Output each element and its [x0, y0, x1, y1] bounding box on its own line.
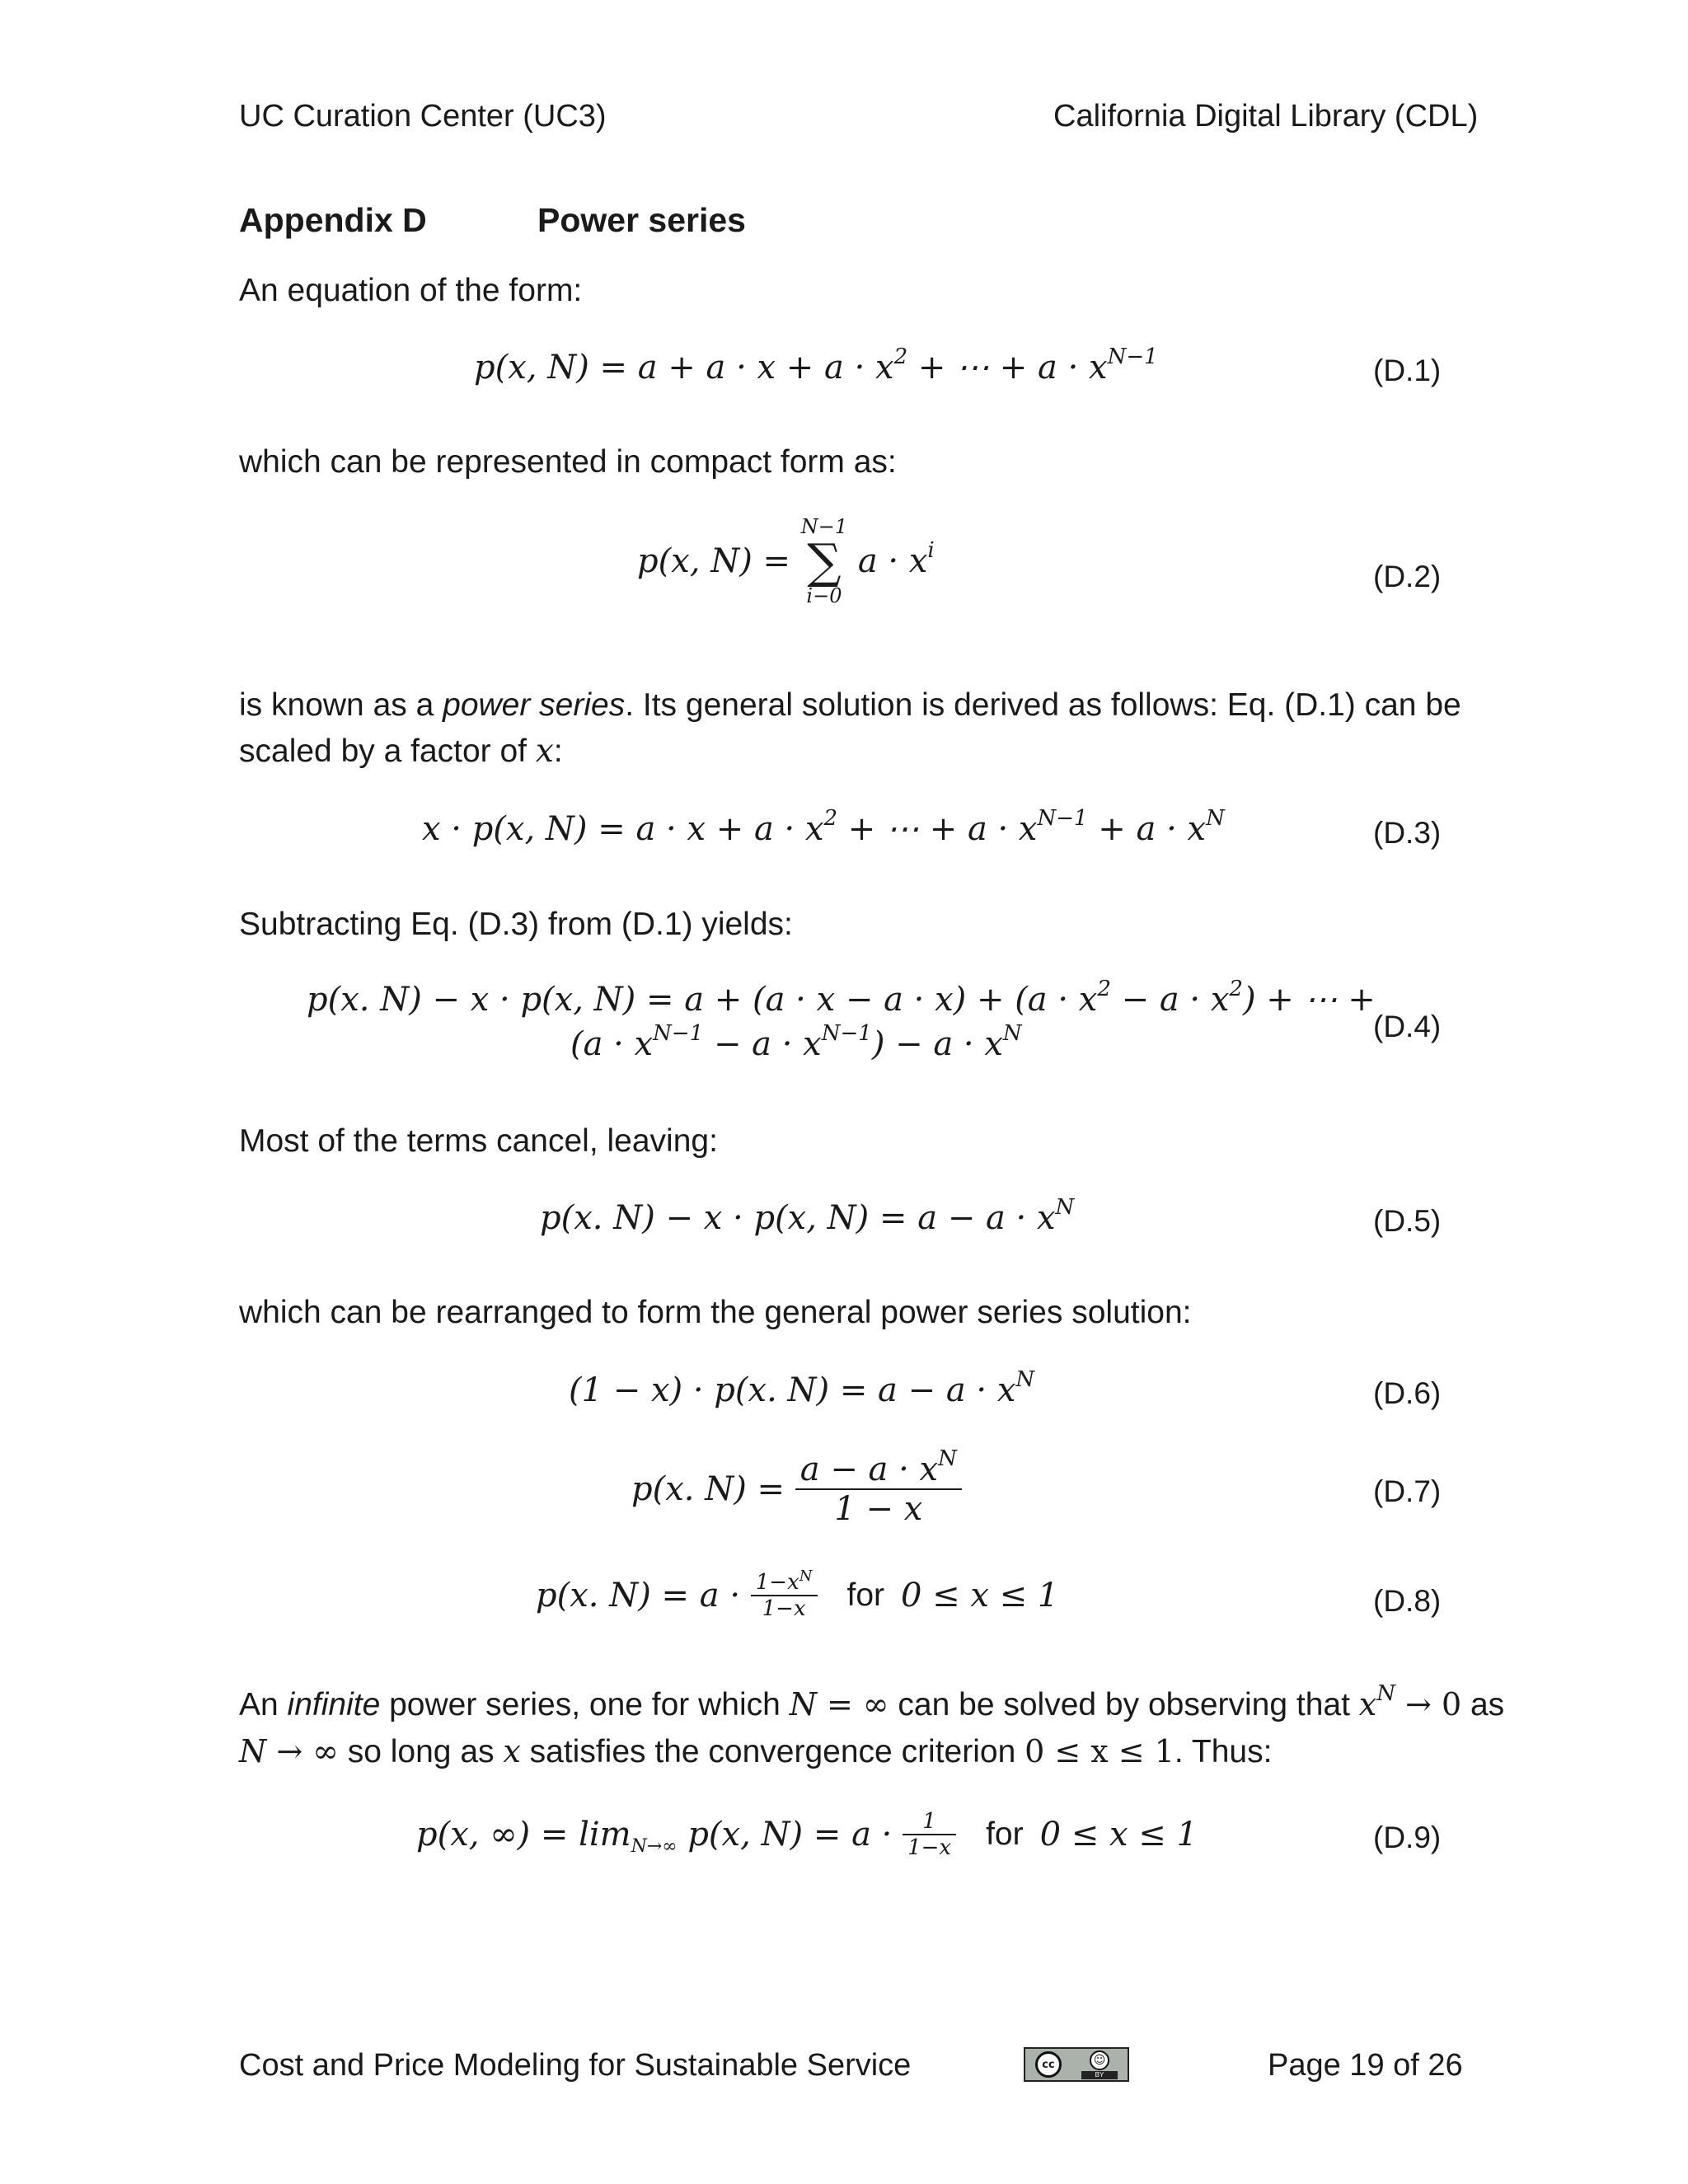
equation-d4-line2: $(a \cdot x^{N-1} - a \cdot x^{N-1}) - a \cdot x^N$: [570, 1021, 1022, 1063]
equation-number-d9: (D.9): [1373, 1821, 1442, 1854]
page-number: Page 19 of 26: [1268, 2048, 1463, 2083]
equation-number-d3: (D.3): [1373, 816, 1442, 850]
equation-number-d4: (D.4): [1373, 1010, 1442, 1043]
person-icon: ☺: [1090, 2050, 1109, 2070]
equation-d5: p(x. N) − x · p(x, $N) = a - a \cdot x^N$: [540, 1195, 1075, 1237]
fraction-d8: $\frac{1-x^N}{1-x}$: [751, 1570, 818, 1621]
cc-license-badge[interactable]: [1024, 2047, 1129, 2082]
appendix-title: Power series: [537, 201, 746, 239]
paragraph-cancel: Most of the terms cancel, leaving:: [239, 1123, 718, 1159]
equation-d2: p(x, N) = N−1 ∑ i−0 $a \cdot x^i$: [637, 515, 935, 607]
equation-d6: (1 − x) · p(x. $N) = a - a \cdot x^N$: [569, 1367, 1035, 1409]
equation-number-d5: (D.5): [1373, 1204, 1442, 1238]
equation-number-d6: (D.6): [1373, 1376, 1442, 1410]
by-attribution: [1081, 2050, 1118, 2079]
equation-number-d7: (D.7): [1373, 1474, 1442, 1508]
header-right: California Digital Library (CDL): [1053, 99, 1479, 134]
paragraph-subtracting: Subtracting Eq. (D.3) from (D.1) yields:: [239, 907, 793, 942]
equation-number-d8: (D.8): [1373, 1584, 1442, 1618]
footer-title: Cost and Price Modeling for Sustainable Service: [239, 2048, 912, 2083]
paragraph-infinite: An infinite power series, one for which N = ∞ can be solved by observing that $x^N \to 0$ as N → ∞ so long as x satisfies the convergence criterion 0 ≤ x ≤ 1. Thus:: [239, 1681, 1505, 1769]
equation-d9: p(x, ∞) = $\lim_{N\to\infty} p(x$, N) = a · $\frac{1}{1-x}$ for 0 ≤ x ≤ 1: [416, 1809, 1198, 1860]
equation-d1: p(x, $N) = a + a \cdot x + a \cdot x^2$ + ⋯ + $a \cdot x^{N-1}$: [474, 344, 1158, 387]
paragraph-rearranged: which can be rearranged to form the general power series solution:: [239, 1295, 1192, 1330]
cc-icon: cc: [1035, 2051, 1062, 2078]
paragraph-intro: An equation of the form:: [239, 273, 583, 308]
paragraph-compact: which can be represented in compact form as:: [239, 444, 897, 480]
header-left: UC Curation Center (UC3): [239, 99, 607, 134]
equation-d3: x · p(x, $N) = a \cdot x + a \cdot x^2$ + ⋯ + $a \cdot x^{N-1} + a \cdot x^N$: [422, 806, 1225, 848]
fraction-d7: $\frac{a - a \cdot x^N}{1 - x}$: [795, 1451, 962, 1528]
fraction-d9: $\frac{1}{1-x}$: [903, 1809, 956, 1860]
equation-d8: p(x. N) = a · $\frac{1-x^N}{1-x}$ for 0 ≤ x ≤ 1: [536, 1568, 1059, 1621]
by-label: BY: [1081, 2071, 1118, 2079]
paragraph-power-series: is known as a power series. Its general solution is derived as follows: Eq. (D.1) can be scaled by a factor of x:: [239, 687, 1461, 770]
equation-d4-line1: p(x. N) − x · p(x, $N) = a + (a \cdot x - a \cdot x) + (a \cdot x^2 - a \cdot x^2)$ + ⋯ +: [307, 977, 1376, 1019]
equation-number-d2: (D.2): [1373, 560, 1442, 593]
equation-number-d1: (D.1): [1373, 354, 1442, 387]
summation-symbol: N−1 ∑ i−0: [800, 515, 848, 607]
equation-d7: p(x. N) = $\frac{a - a \cdot x^N}{1 - x}$: [631, 1451, 962, 1528]
appendix-label: Appendix D: [239, 201, 427, 239]
